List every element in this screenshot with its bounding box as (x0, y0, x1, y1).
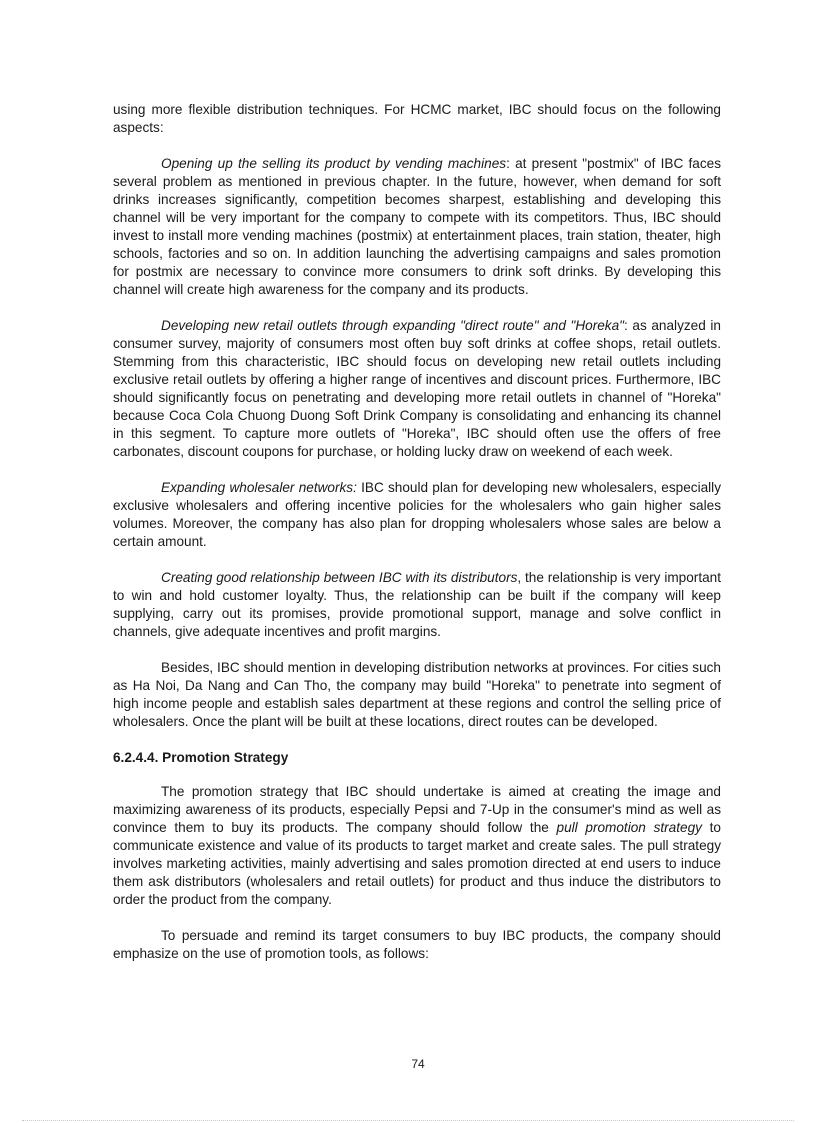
paragraph-text: IBC should plan for developing new wholesalers, especially exclusive wholesalers and offering incentive policies for the wholesalers who gain higher sales volumes. Moreover, the company has also plan for dropping wholesalers whose sales are below a certain amount. (113, 480, 721, 549)
paragraph-text: : as analyzed in consumer survey, majority of consumers most often buy soft drinks at coffee shops, retail outlets. Stemming from this characteristic, IBC should focus on developing new retail outlets including exclusive retail outlets by offering a higher range of incentives and discount prices. Furthermore, IBC should significantly focus on penetrating and developing more retail outlets in channel of "Horeka" because Coca Cola Chuong Duong Soft Drink Company is consolidating and enhancing its channel in this segment. To capture more outlets of "Horeka", IBC should often use the offers of free carbonates, discount coupons for purchase, or holding lucky draw on weekend of each week. (113, 318, 721, 459)
paragraph-promotion-tools: To persuade and remind its target consumers to buy IBC products, the company should emphasize on the use of promotion tools, as follows: (113, 928, 721, 961)
paragraph-lead: Developing new retail outlets through expanding "direct route" and "Horeka" (161, 318, 624, 333)
document-body (113, 101, 721, 981)
paragraph-text: , the relationship is very important to win and hold customer loyalty. Thus, the relationship can be built if the company will keep supplying, carry out its promises, provide promotional support, manage and solve conflict in channels, give adequate incentives and profit margins. (113, 570, 721, 639)
paragraph-promotion-strategy (113, 783, 721, 909)
paragraph-distributor-relationship (113, 569, 721, 641)
paragraph-text: The promotion strategy that IBC should undertake is aimed at creating the image and maximizing awareness of its products, especially Pepsi and 7-Up in the consumer's mind as well as convince them to buy its products. The company should follow the (113, 784, 721, 835)
paragraph-lead: Expanding wholesaler networks: (161, 480, 357, 495)
paragraph-vending-machines (113, 155, 721, 299)
paragraph-text: to communicate existence and value of its products to target market and create sales. The pull strategy involves marketing activities, mainly advertising and sales promotion directed at end users to induce them ask distributors (wholesalers and retail outlets) for product and thus induce the distributors to order the product from the company. (113, 820, 721, 907)
section-heading-promotion-strategy: 6.2.4.4. Promotion Strategy (113, 750, 289, 765)
paragraph-lead: Creating good relationship between IBC with its distributors (161, 570, 518, 585)
paragraph-lead: Opening up the selling its product by vending machines (161, 156, 507, 171)
page-number: 74 (411, 1057, 425, 1071)
paragraph-retail-outlets (113, 317, 721, 461)
paragraph-intro: using more flexible distribution techniques. For HCMC market, IBC should focus on the following aspects: (113, 102, 721, 135)
paragraph-emphasis: pull promotion strategy (556, 820, 702, 835)
paragraph-provinces: Besides, IBC should mention in developing distribution networks at provinces. For cities such as Ha Noi, Da Nang and Can Tho, the company may build "Horeka" to penetrate into segment of high income people and establish sales department at these regions and control the selling price of wholesalers. Once the plant will be built at these locations, direct routes can be developed. (113, 660, 721, 729)
page-bottom-divider (22, 1120, 794, 1121)
paragraph-text: : at present "postmix" of IBC faces several problem as mentioned in previous chapter. In the future, however, when demand for soft drinks increases significantly, competition becomes sharpest, establishing and developing this channel will be very important for the company to compete with its competitors. Thus, IBC should invest to install more vending machines (postmix) at entertainment places, train station, theater, high schools, factories and so on. In addition launching the advertising campaigns and sales promotion for postmix are necessary to convince more consumers to drink soft drinks. By developing this channel will create high awareness for the company and its products. (113, 156, 721, 297)
paragraph-wholesaler-networks (113, 479, 721, 551)
